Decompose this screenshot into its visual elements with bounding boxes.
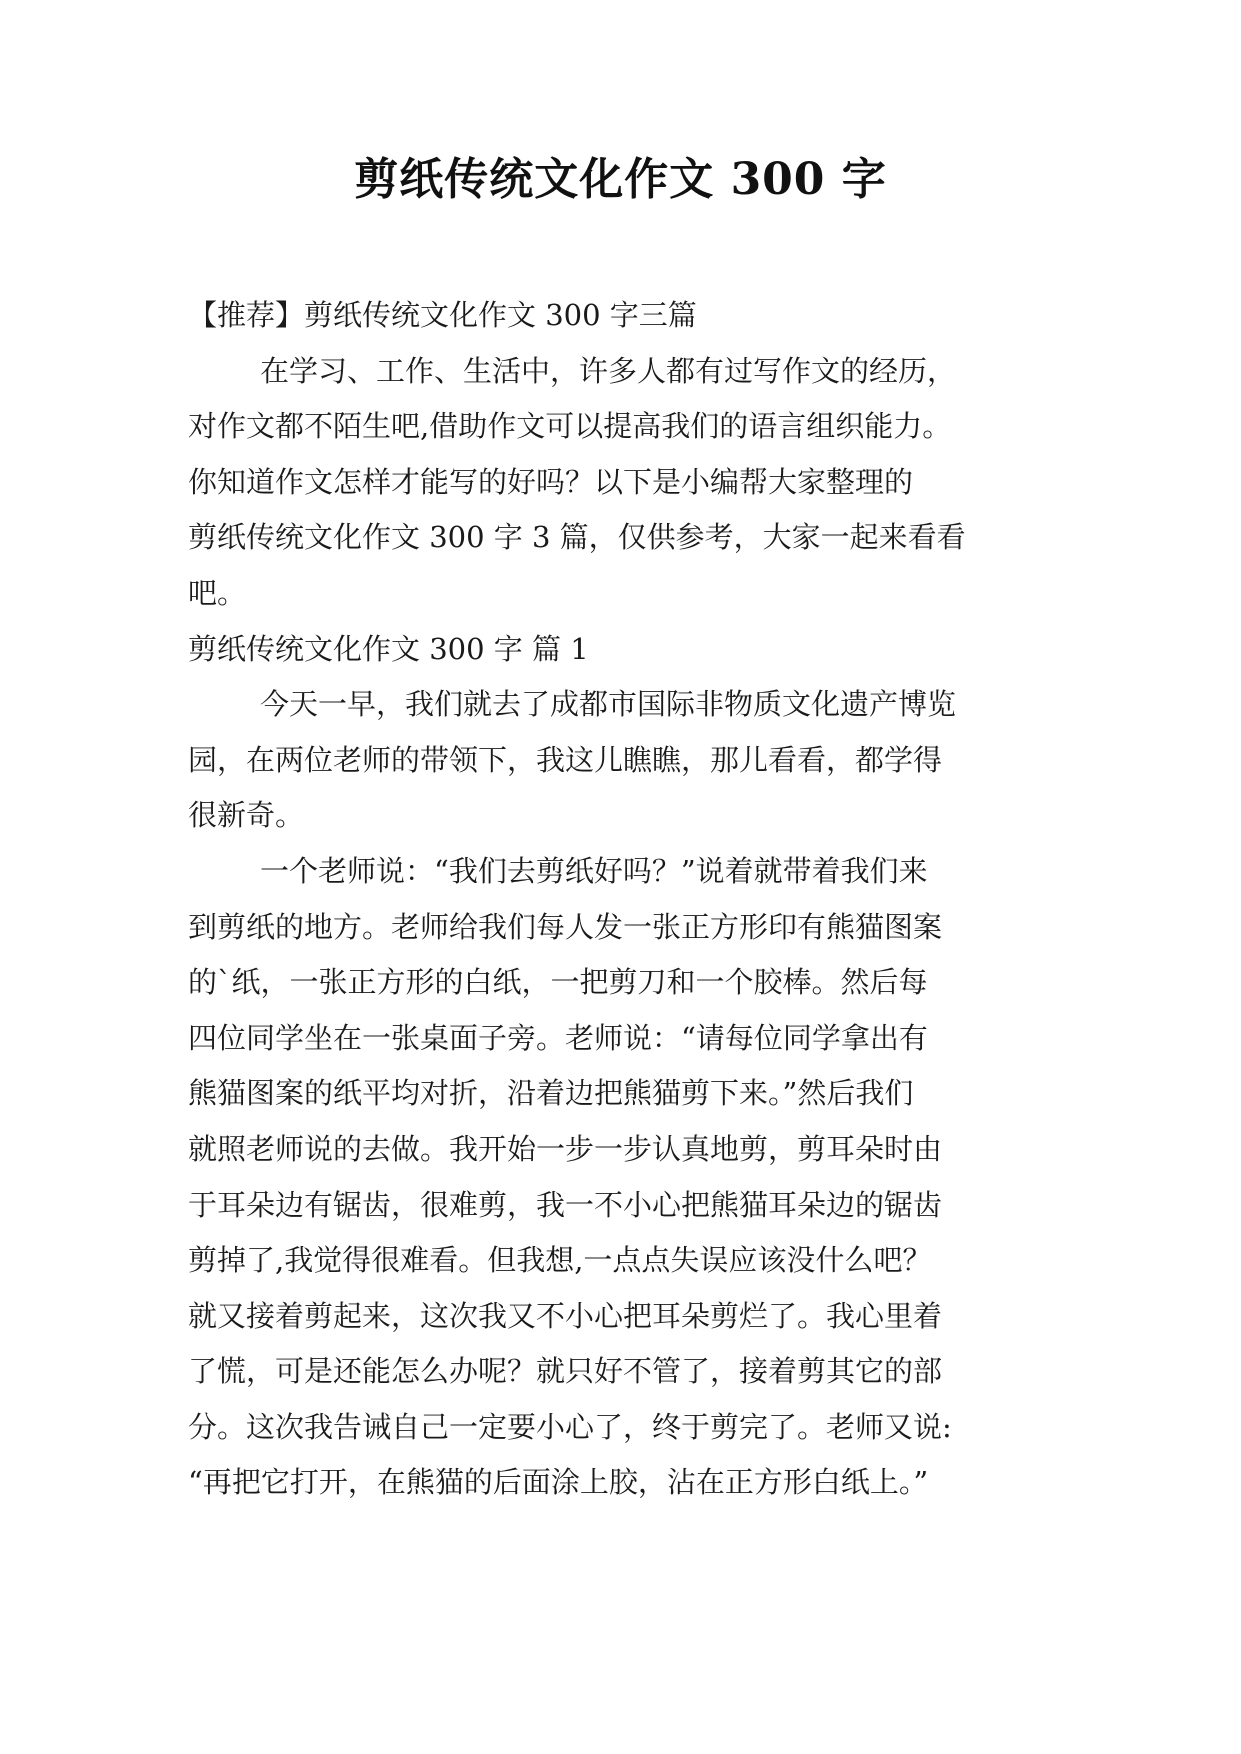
text-line: 在学习、工作、生活中，许多人都有过写作文的经历，	[260, 353, 957, 388]
text-line: 熊猫图案的纸平均对折，沿着边把熊猫剪下来。”然后我们	[188, 1076, 914, 1111]
text-line: 就照老师说的去做。我开始一步一步认真地剪，剪耳朵时由	[188, 1131, 943, 1166]
text-line: 于耳朵边有锯齿，很难剪，我一不小心把熊猫耳朵边的锯齿	[188, 1187, 943, 1222]
text-line: 四位同学坐在一张桌面子旁。老师说：“请每位同学拿出有	[188, 1020, 928, 1055]
text-line: 到剪纸的地方。老师给我们每人发一张正方形印有熊猫图案	[188, 909, 943, 944]
text-line: 对作文都不陌生吧,借助作文可以提高我们的语言组织能力。	[188, 409, 952, 444]
text-line: 今天一早，我们就去了成都市国际非物质文化遗产博览	[260, 687, 957, 722]
text-line: 园，在两位老师的带领下，我这儿瞧瞧，那儿看看，都学得	[188, 742, 943, 777]
text-line: 你知道作文怎样才能写的好吗？以下是小编帮大家整理的	[188, 464, 914, 499]
text-line: 剪纸传统文化作文 300 字 3 篇，仅供参考，大家一起来看看	[188, 520, 966, 555]
text-line: 了慌，可是还能怎么办呢？就只好不管了，接着剪其它的部	[188, 1354, 943, 1389]
text-line: “再把它打开，在熊猫的后面涂上胶，沾在正方形白纸上。”	[188, 1465, 929, 1500]
text-line: 剪掉了,我觉得很难看。但我想,一点点失误应该没什么吧？	[188, 1243, 932, 1278]
text-line: 就又接着剪起来，这次我又不小心把耳朵剪烂了。我心里着	[188, 1298, 943, 1333]
text-line: 剪纸传统文化作文 300 字 篇 1	[188, 631, 589, 666]
text-line: 吧。	[188, 575, 247, 610]
text-line: 【推荐】剪纸传统文化作文 300 字三篇	[188, 298, 697, 332]
text-line: 分。这次我告诫自己一定要小心了，终于剪完了。老师又说:	[188, 1409, 952, 1444]
text-line: 的`纸，一张正方形的白纸，一把剪刀和一个胶棒。然后每	[188, 965, 928, 1000]
document-body	[188, 288, 1058, 1511]
text-line: 一个老师说：“我们去剪纸好吗？”说着就带着我们来	[260, 853, 928, 888]
document-title: 剪纸传统文化作文 300 字	[354, 154, 887, 205]
text-line: 很新奇。	[188, 798, 305, 833]
